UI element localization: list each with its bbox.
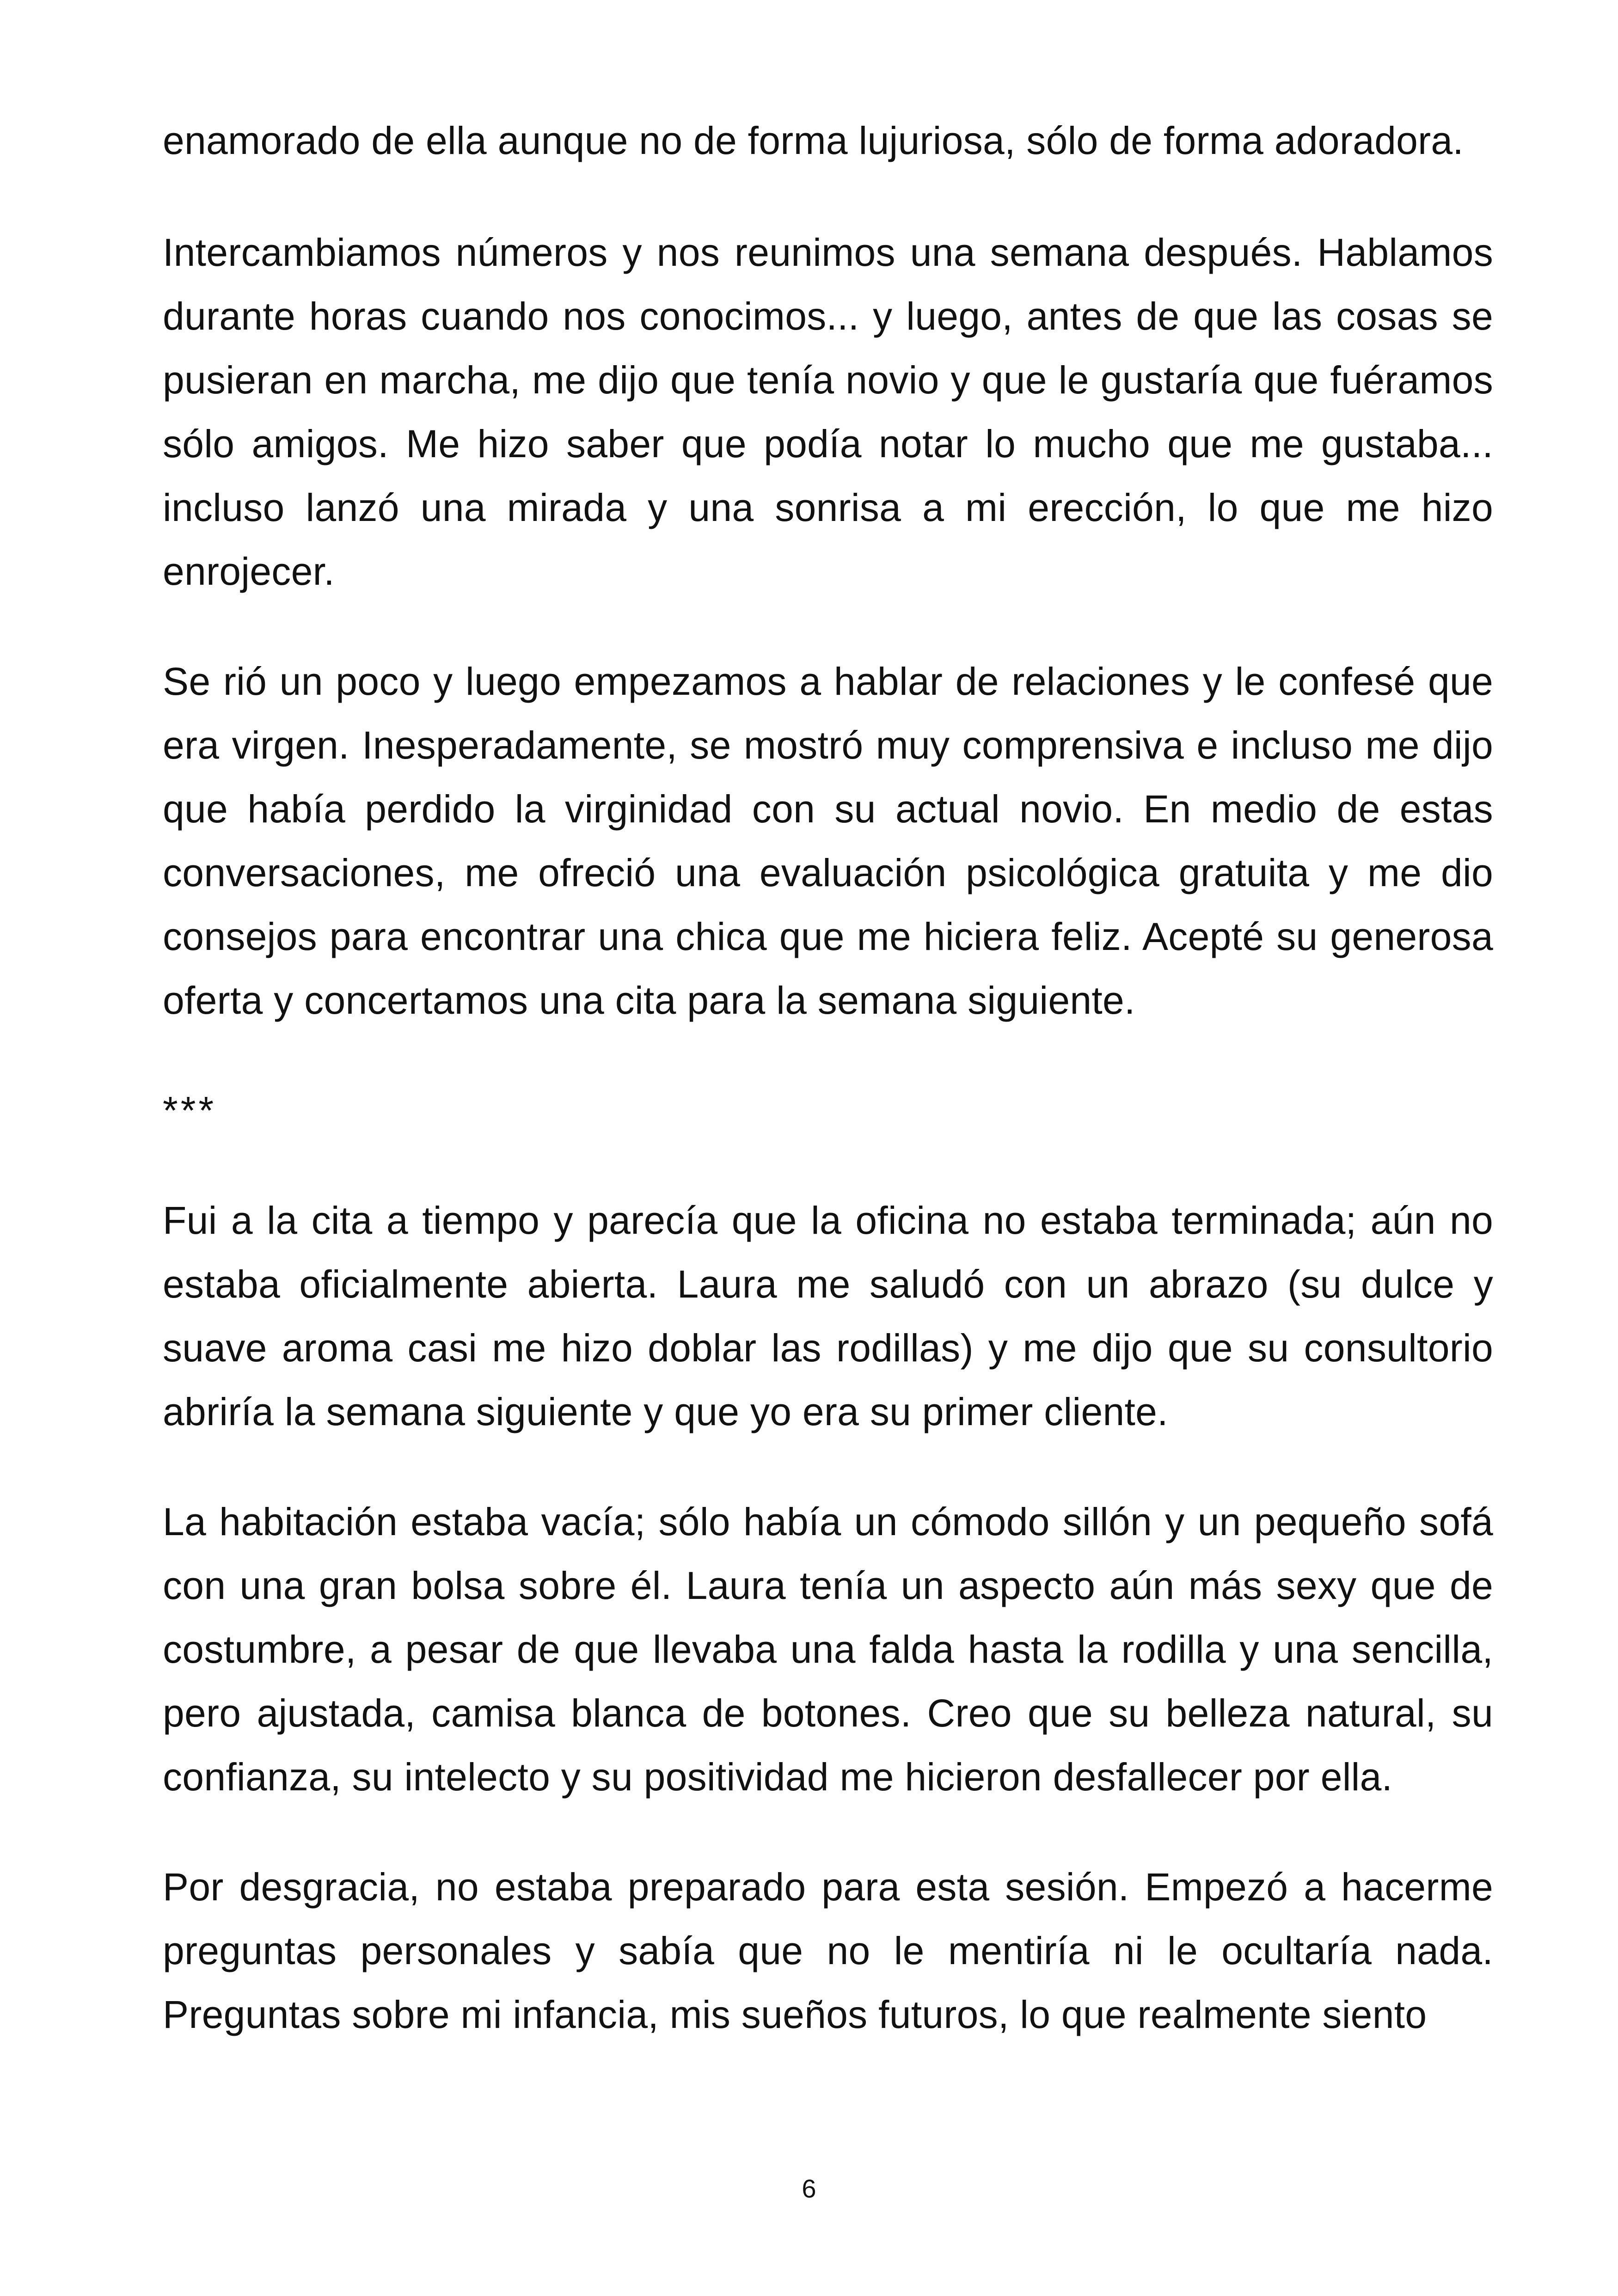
paragraph-2: Intercambiamos números y nos reunimos una semana después. Hablamos durante horas cuando nos conocimos... y luego, antes de que las cosas se pusieran en marcha, me dijo que tenía novio y que le gustaría que fuéramos sólo amigos. Me hizo saber que podía notar lo mucho que me gustaba... incluso lanzó una mirada y una sonrisa a mi erección, lo que me hizo enrojecer. (163, 231, 1493, 593)
section-separator: *** (163, 1089, 217, 1132)
paragraph-5: La habitación estaba vacía; sólo había un cómodo sillón y un pequeño sofá con una gran bolsa sobre él. Laura tenía un aspecto aún más sexy que de costumbre, a pesar de que llevaba una falda hasta la rodilla y una sencilla, pero ajustada, camisa blanca de botones. Creo que su belleza natural, su confianza, su intelecto y su positividad me hicieron desfallecer por ella. (163, 1500, 1493, 1799)
paragraph-3: Se rió un poco y luego empezamos a hablar de relaciones y le confesé que era virgen. Inesperadamente, se mostró muy comprensiva e incluso me dijo que había perdido la virginidad con su actual novio. En medio de estas conversaciones, me ofreció una evaluación psicológica gratuita y me dio consejos para encontrar una chica que me hiciera feliz. Acepté su generosa oferta y concertamos una cita para la semana siguiente. (163, 660, 1493, 1022)
document-page (163, 109, 1493, 2093)
page-number: 6 (802, 2174, 816, 2203)
paragraph-6: Por desgracia, no estaba preparado para esta sesión. Empezó a hacerme preguntas personales y sabía que no le mentiría ni le ocultaría nada. Preguntas sobre mi infancia, mis sueños futuros, lo que realmente siento (163, 1865, 1493, 2036)
paragraph-4: Fui a la cita a tiempo y parecía que la oficina no estaba terminada; aún no estaba oficialmente abierta. Laura me saludó con un abrazo (su dulce y suave aroma casi me hizo doblar las rodillas) y me dijo que su consultorio abriría la semana siguiente y que yo era su primer cliente. (163, 1199, 1493, 1433)
paragraph-1: enamorado de ella aunque no de forma lujuriosa, sólo de forma adoradora. (163, 119, 1464, 162)
